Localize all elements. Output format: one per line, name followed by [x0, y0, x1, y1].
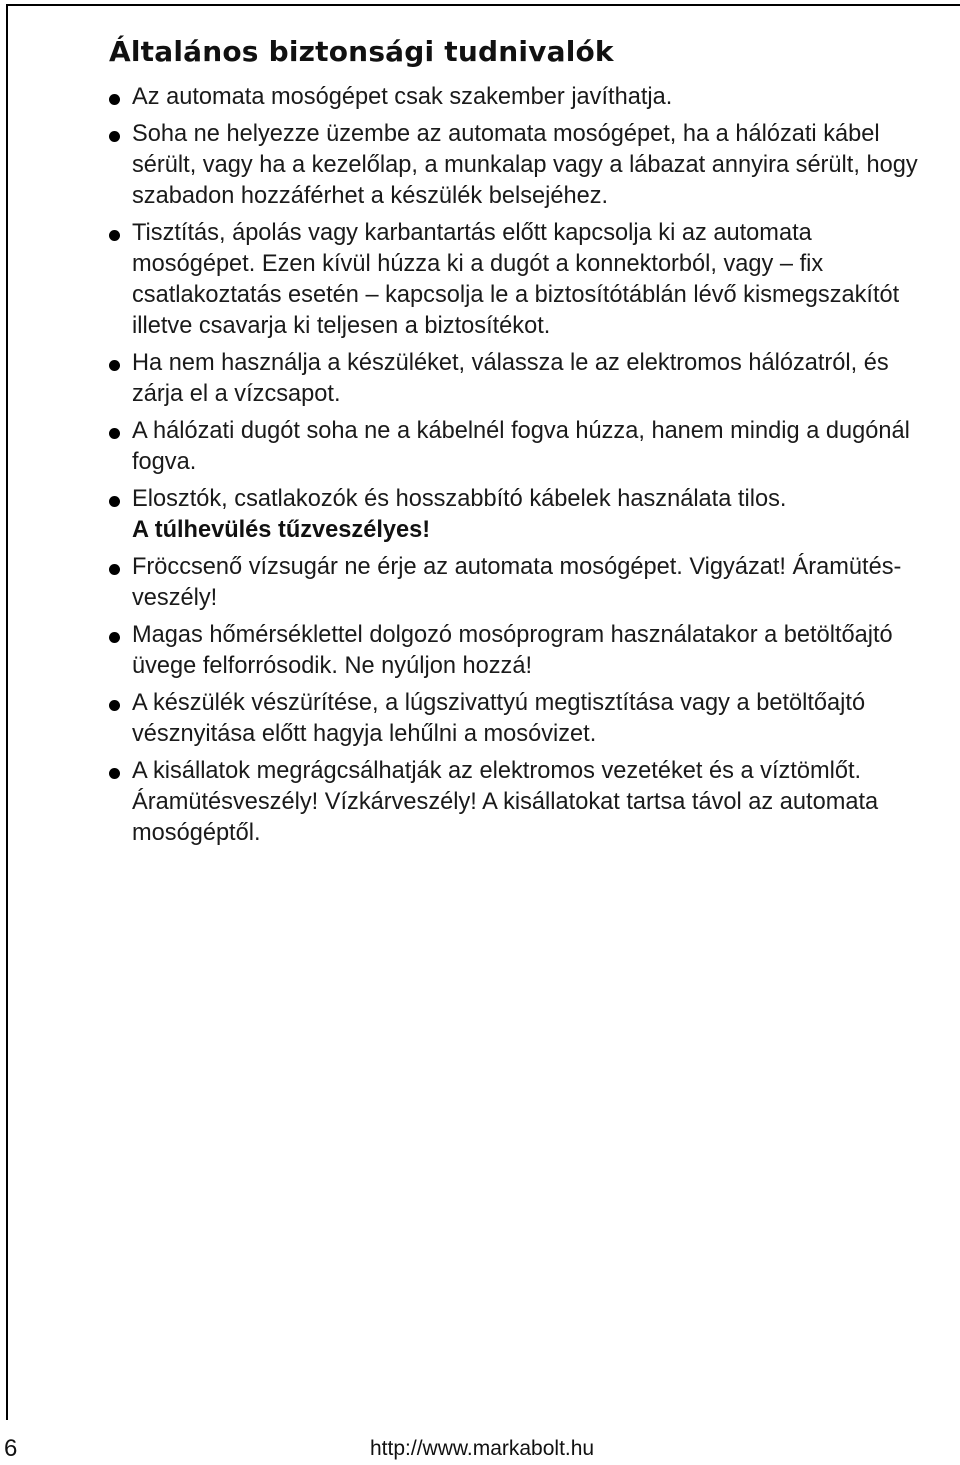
list-item-text: A hálózati dugót soha ne a kábelnél fogva húzza, hanem mindig a dugónál fogva. [132, 418, 910, 475]
list-item [109, 756, 939, 849]
list-item-text: Soha ne helyezze üzembe az automata mosógépet, ha a hálózati kábel sérült, vagy ha a kezelőlap, a munkalap vagy a lábazat annyira sérült, hogy szabadon hozzáférhet a készülék belsejéhez. [132, 121, 918, 209]
list-item [109, 218, 939, 342]
list-item-text: Tisztítás, ápolás vagy karbantartás előtt kapcsolja ki az automata mosógépet. Ezen kívül húzza ki a dugót a konnektorból, vagy – fix csatlakoztatás esetén – kapcsolja le a biztosítótáblán lévő kismegszakítót illetve csavarja ki teljesen a biztosítékot. [132, 220, 900, 339]
list-item [109, 348, 939, 410]
safety-list [109, 82, 939, 849]
list-item [109, 688, 939, 750]
document-body [109, 30, 939, 855]
list-item-text: Magas hőmérséklettel dolgozó mosóprogram használatakor a betöltőajtó üvege felforrósodik. Ne nyúljon hozzá! [132, 622, 893, 679]
bullet-icon [109, 230, 120, 241]
list-item-text: Elosztók, csatlakozók és hosszabbító kábelek használata tilos. [132, 486, 787, 512]
footer-url: http://www.markabolt.hu [370, 1437, 595, 1460]
page-number: 6 [4, 1435, 18, 1462]
list-item [109, 119, 939, 212]
list-item [109, 552, 939, 614]
bullet-icon [109, 700, 120, 711]
page-frame-left [6, 4, 8, 1420]
bullet-icon [109, 131, 120, 142]
list-item [109, 620, 939, 682]
page-frame-top [6, 4, 960, 6]
list-item [109, 82, 939, 113]
list-item-text: Ha nem használja a készüléket, válassza le az elektromos hálózatról, és zárja el a vízcsapot. [132, 350, 889, 407]
bullet-icon [109, 496, 120, 507]
bullet-icon [109, 428, 120, 439]
list-item [109, 484, 939, 546]
list-item-text: Az automata mosógépet csak szakember javíthatja. [132, 84, 673, 110]
list-item-text: A kisállatok megrágcsálhatják az elektromos vezetéket és a víztömlőt. Áramütésveszély! Vízkárveszély! A kisállatokat tartsa távol az automata mosógéptől. [132, 758, 879, 846]
bullet-icon [109, 768, 120, 779]
fire-hazard-warning: A túlhevülés tűzveszélyes! [132, 517, 431, 543]
list-item-text: Fröccsenő vízsugár ne érje az automata mosógépet. Vigyázat! Áramütés-veszély! [132, 554, 902, 611]
list-item [109, 416, 939, 478]
page-title: Általános biztonsági tudnivalók [109, 35, 614, 68]
bullet-icon [109, 632, 120, 643]
list-item-text: A készülék vészürítése, a lúgszivattyú megtisztítása vagy a betöltőajtó vésznyitása előtt hagyja lehűlni a mosóvizet. [132, 690, 866, 747]
bullet-icon [109, 360, 120, 371]
bullet-icon [109, 94, 120, 105]
bullet-icon [109, 564, 120, 575]
